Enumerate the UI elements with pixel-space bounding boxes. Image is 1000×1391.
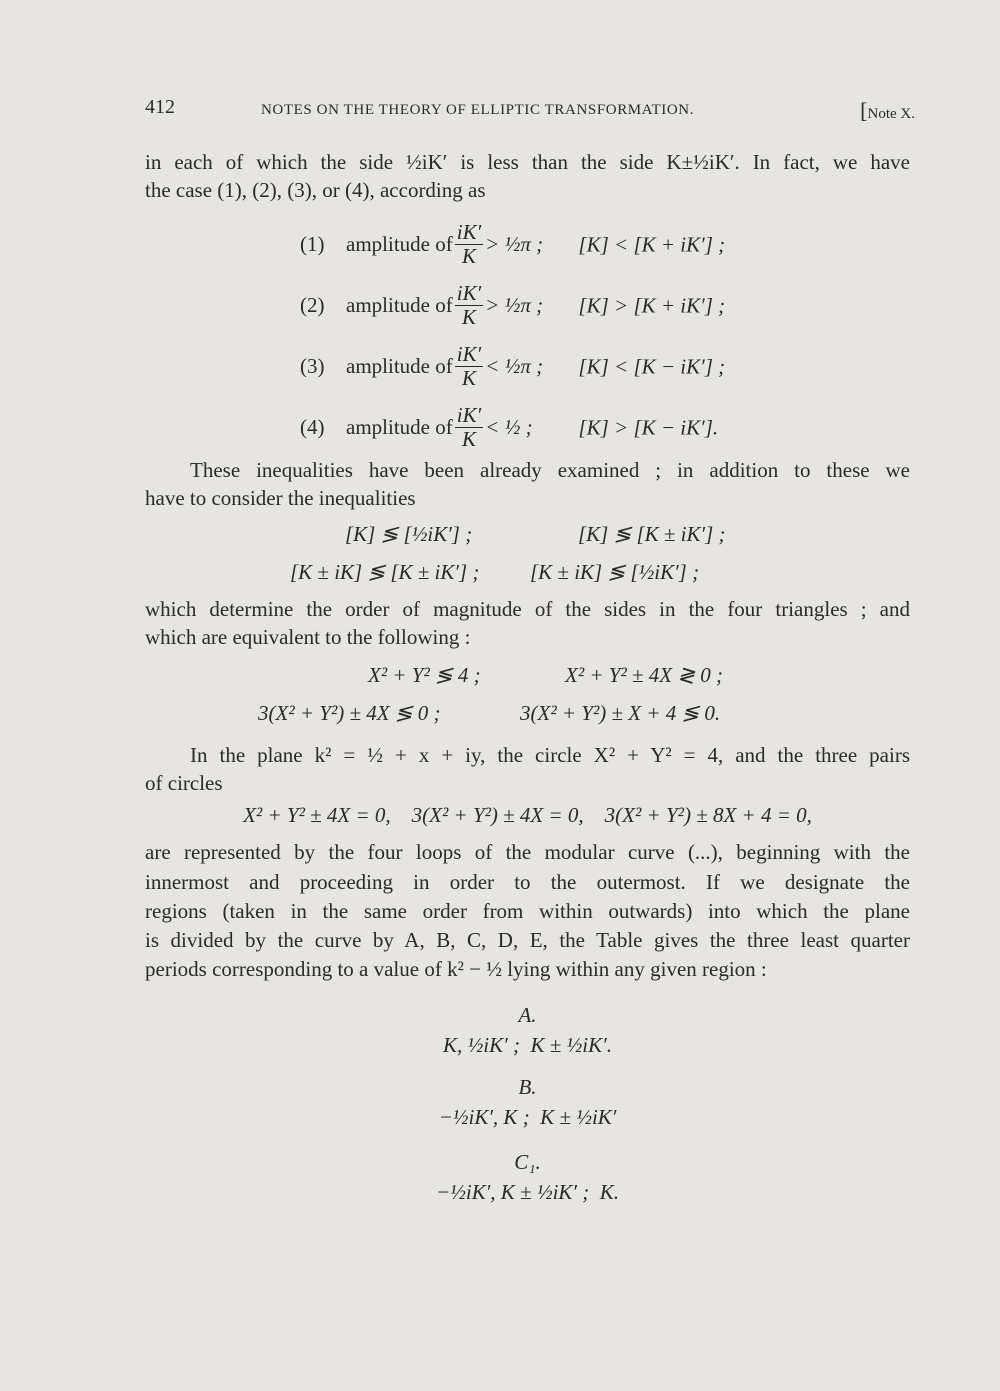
case-word: amplitude of <box>346 415 453 440</box>
case-word: amplitude of <box>346 232 453 257</box>
case-label: (3) <box>300 354 325 379</box>
note-label: [Note X. <box>860 98 915 123</box>
paragraph-line: In the plane k² = ½ + x + iy, the circle X² + Y² = 4, and the three pairs <box>190 743 910 767</box>
paragraph-line: in each of which the side ½iK′ is less than the side K±½iK′. In fact, we have <box>145 150 910 174</box>
region-label: A. <box>518 1003 537 1027</box>
paragraph-line: the case (1), (2), (3), or (4), according as <box>145 178 486 202</box>
region-periods: −½iK′, K ; K ± ½iK′ <box>438 1105 617 1129</box>
fraction <box>455 222 483 267</box>
paragraph-line: regions (taken in the same order from within outwards) into which the plane <box>145 899 910 923</box>
paragraph-line: are represented by the four loops of the modular curve (...), beginning with the <box>145 840 910 864</box>
fraction-denominator: K <box>461 427 476 451</box>
equation: 3(X² + Y²) ± 4X ≶ 0 ; <box>258 701 441 725</box>
fraction-numerator: iK′ <box>456 342 482 366</box>
case-condition: [K] < [K − iK′] ; <box>573 354 726 379</box>
paragraph-line: innermost and proceeding in order to the outermost. If we designate the <box>145 870 910 894</box>
case-word: amplitude of <box>346 354 453 379</box>
case-relation: > ½π ; <box>485 232 544 257</box>
paragraph-line: of circles <box>145 771 223 795</box>
region-label: B. <box>518 1075 537 1099</box>
inequality: [K ± iK] ≶ [K ± iK′] ; <box>290 560 480 584</box>
case-relation: < ½ ; <box>485 415 533 440</box>
fraction <box>455 283 483 328</box>
running-title: NOTES ON THE THEORY OF ELLIPTIC TRANSFORMATION. <box>261 102 695 118</box>
case-label: (1) <box>300 232 325 257</box>
fraction <box>455 344 483 389</box>
equation: 3(X² + Y²) ± X + 4 ≶ 0. <box>520 701 721 725</box>
inequality: [K] ≶ [K ± iK′] ; <box>578 522 726 546</box>
case-row <box>300 283 725 328</box>
case-relation: > ½π ; <box>485 293 544 318</box>
page-number: 412 <box>145 96 175 118</box>
region-periods: K, ½iK′ ; K ± ½iK′. <box>443 1033 612 1057</box>
case-row <box>300 344 725 389</box>
running-header <box>145 98 915 128</box>
case-label: (4) <box>300 415 325 440</box>
fraction-numerator: iK′ <box>456 403 482 427</box>
case-word: amplitude of <box>346 293 453 318</box>
fraction-numerator: iK′ <box>456 220 482 244</box>
region-periods: −½iK′, K ± ½iK′ ; K. <box>435 1180 620 1204</box>
fraction <box>455 405 483 450</box>
paragraph-line: These inequalities have been already examined ; in addition to these we <box>190 458 910 482</box>
case-condition: [K] > [K + iK′] ; <box>573 293 726 318</box>
paragraph-line: is divided by the curve by A, B, C, D, E, the Table gives the three least quarter <box>145 928 910 952</box>
paragraph-line: which determine the order of magnitude of the sides in the four triangles ; and <box>145 597 910 621</box>
case-label: (2) <box>300 293 325 318</box>
paragraph-line: have to consider the inequalities <box>145 486 416 510</box>
note-label-text: Note X. <box>867 106 915 122</box>
case-row <box>300 222 725 267</box>
region-label: C₁. <box>514 1150 541 1174</box>
case-relation: < ½π ; <box>485 354 544 379</box>
fraction-denominator: K <box>461 366 476 390</box>
equation: X² + Y² ≶ 4 ; <box>368 663 481 687</box>
inequality: [K ± iK] ≶ [½iK′] ; <box>530 560 700 584</box>
inequality: [K] ≶ [½iK′] ; <box>345 522 473 546</box>
paragraph-line: periods corresponding to a value of k² − ½ lying within any given region : <box>145 957 767 981</box>
fraction-numerator: iK′ <box>456 281 482 305</box>
case-condition: [K] > [K − iK′]. <box>573 415 719 440</box>
equation: X² + Y² ± 4X = 0, 3(X² + Y²) ± 4X = 0, 3(X² + Y²) ± 8X + 4 = 0, <box>243 803 812 827</box>
fraction-denominator: K <box>461 244 476 268</box>
case-condition: [K] < [K + iK′] ; <box>573 232 726 257</box>
case-row <box>300 405 718 450</box>
paragraph-line: which are equivalent to the following : <box>145 625 471 649</box>
fraction-denominator: K <box>461 305 476 329</box>
equation: X² + Y² ± 4X ≷ 0 ; <box>565 663 723 687</box>
